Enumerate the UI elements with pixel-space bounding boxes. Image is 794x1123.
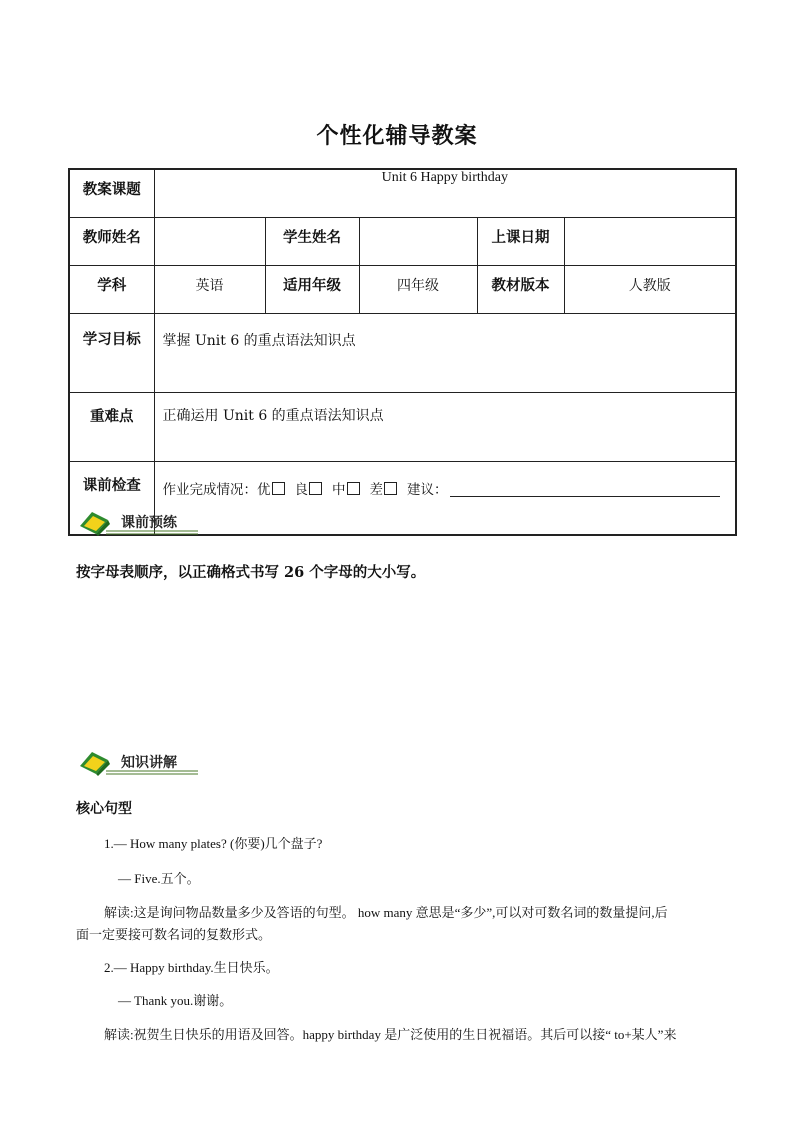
topic-value: Unit 6 Happy birthday: [154, 169, 736, 218]
checkbox-excellent[interactable]: [272, 482, 285, 495]
edition-label: 教材版本: [477, 266, 564, 314]
date-label: 上课日期: [477, 218, 564, 266]
teacher-label: 教师姓名: [69, 218, 154, 266]
option-poor: 差: [369, 482, 383, 498]
grade-value: 四年级: [359, 266, 477, 314]
option-fair: 中: [332, 482, 346, 498]
grade-label: 适用年级: [265, 266, 359, 314]
edition-value: 人教版: [564, 266, 736, 314]
student-label: 学生姓名: [265, 218, 359, 266]
subject-label: 学科: [69, 266, 154, 314]
explanation-1-cont: 面一定要接可数名词的复数形式。: [76, 927, 272, 942]
section-knowledge-label: 知识讲解: [121, 755, 177, 771]
sentence-2-answer: — Thank you.谢谢。: [118, 993, 233, 1008]
difficulty-label: 重难点: [69, 393, 154, 462]
explanation-2: 解读:祝贺生日快乐的用语及回答。happy birthday 是广泛使用的生日祝福语。其后可以接“ to+某人”来: [104, 1027, 677, 1042]
checkbox-good[interactable]: [309, 482, 322, 495]
sentence-1-answer: — Five.五个。: [118, 871, 200, 886]
checkbox-fair[interactable]: [347, 482, 360, 495]
goal-value: 掌握 Unit 6 的重点语法知识点: [154, 314, 736, 393]
difficulty-value: 正确运用 Unit 6 的重点语法知识点: [154, 393, 736, 462]
date-value[interactable]: [564, 218, 736, 266]
teacher-value[interactable]: [154, 218, 265, 266]
subject-value: 英语: [154, 266, 265, 314]
suggestion-line[interactable]: [450, 496, 720, 497]
topic-label: 教案课题: [69, 169, 154, 218]
page-title: 个性化辅导教案: [316, 124, 478, 149]
core-heading: 核心句型: [76, 801, 132, 817]
explanation-1: 解读:这是询问物品数量多少及答语的句型。 how many 意思是“多少”,可以对可数名词的数量提问,后: [104, 905, 668, 920]
option-good: 良: [294, 482, 308, 498]
check-label: 课前检查: [69, 462, 154, 536]
sentence-1-question: 1.— How many plates? (你要)几个盘子?: [104, 836, 323, 851]
suggestion-label: 建议：: [407, 482, 448, 498]
lesson-plan-table: [68, 168, 737, 536]
homework-row: [154, 462, 736, 536]
student-value[interactable]: [359, 218, 477, 266]
homework-prefix: 作业完成情况：: [162, 482, 257, 498]
checkbox-poor[interactable]: [384, 482, 397, 495]
section-preview-label: 课前预练: [121, 515, 177, 531]
goal-label: 学习目标: [69, 314, 154, 393]
option-excellent: 优: [257, 482, 271, 498]
sentence-2-greeting: 2.— Happy birthday.生日快乐。: [104, 960, 279, 975]
preview-task: 按字母表顺序，以正确格式书写 26 个字母的大小写。: [76, 564, 426, 581]
